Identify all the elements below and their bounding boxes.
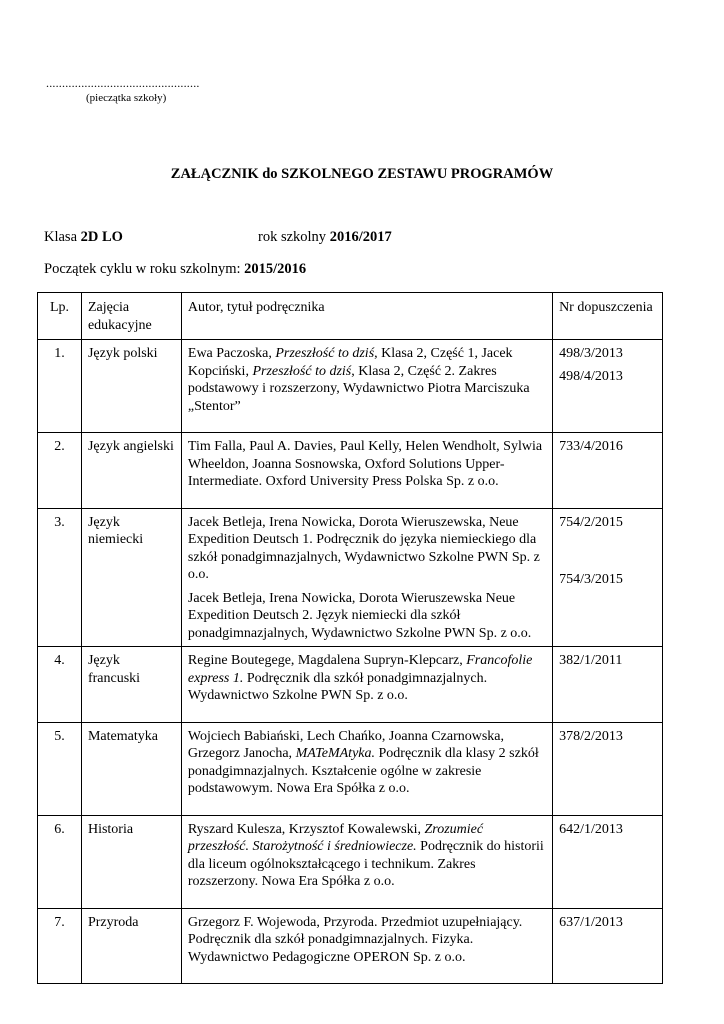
table-row bbox=[38, 340, 663, 433]
school-year-line bbox=[258, 229, 392, 246]
cycle-start-value: 2015/2016 bbox=[244, 261, 307, 277]
book-title-italic: Zrozumieć przeszłość. Starożytność i średniowiecze. bbox=[187, 821, 484, 854]
row-subject: Język niemiecki bbox=[81, 508, 181, 647]
approval-number: 498/4/2013 bbox=[559, 368, 623, 384]
book-text: Jacek Betleja, Irena Nowicka, Dorota Wieruszewska, Neue Expedition Deutsch 1. Podręcznik do języka niemieckiego dla szkół ponadgimnazjalnych, Wydawnictwo Szkolne PWN Sp. z o.o. bbox=[187, 514, 540, 582]
approval-number: 498/3/2013 bbox=[559, 346, 623, 361]
book-text: Regine Boutegege, Magdalena Supryn-Klepcarz, bbox=[187, 653, 467, 668]
table-row bbox=[38, 815, 663, 908]
row-book bbox=[181, 433, 552, 509]
book-text: Podręcznik dla szkół ponadgimnazjalnych. Wydawnictwo Szkolne PWN Sp. z o.o. bbox=[187, 670, 488, 703]
class-label: Klasa bbox=[44, 229, 81, 245]
stamp-label: (pieczątka szkoły) bbox=[86, 92, 167, 104]
cycle-start-line bbox=[44, 261, 306, 278]
row-book bbox=[181, 340, 552, 433]
table-row bbox=[38, 722, 663, 815]
row-book bbox=[181, 508, 552, 647]
row-lp: 4. bbox=[38, 647, 82, 723]
stamp-placeholder-dots: ................................................ bbox=[46, 76, 200, 90]
class-line bbox=[44, 229, 123, 246]
row-lp: 7. bbox=[38, 908, 82, 984]
table-row bbox=[38, 908, 663, 984]
approval-number: 754/3/2015 bbox=[559, 572, 623, 587]
book-text: Tim Falla, Paul A. Davies, Paul Kelly, Helen Wendholt, Sylwia Wheeldon, Joanna Sosnowska, Oxford Solutions Upper-Intermediate. Oxford University Press Polska Sp. z o.o. bbox=[187, 439, 543, 489]
textbook-table bbox=[37, 292, 663, 984]
row-approval-number: 378/2/2013 bbox=[553, 722, 663, 815]
row-approval-number bbox=[553, 508, 663, 647]
row-book bbox=[181, 647, 552, 723]
row-lp: 1. bbox=[38, 340, 82, 433]
row-approval-number: 382/1/2011 bbox=[553, 647, 663, 723]
row-subject: Język angielski bbox=[81, 433, 181, 509]
book-title-italic: Przeszłość to dziś bbox=[252, 363, 352, 379]
row-approval-number: 637/1/2013 bbox=[553, 908, 663, 984]
row-lp: 5. bbox=[38, 722, 82, 815]
book-text: Ewa Paczoska, bbox=[187, 346, 276, 361]
row-subject: Język francuski bbox=[81, 647, 181, 723]
header-approval-number: Nr dopuszczenia bbox=[553, 293, 663, 340]
row-subject: Matematyka bbox=[81, 722, 181, 815]
table-row bbox=[38, 433, 663, 509]
book-text: Grzegorz F. Wojewoda, Przyroda. Przedmiot uzupełniający. Podręcznik dla szkół ponadgimnazjalnych. Fizyka. Wydawnictwo Pedagogiczne OPERON Sp. z o.o. bbox=[187, 914, 523, 965]
table-row bbox=[38, 508, 663, 647]
row-subject: Przyroda bbox=[81, 908, 181, 984]
book-title-italic: Francofolie express 1. bbox=[187, 653, 533, 686]
row-lp: 6. bbox=[38, 815, 82, 908]
school-year-label: rok szkolny bbox=[258, 229, 330, 245]
book-title-italic: MATeMAtyka. bbox=[295, 746, 376, 761]
row-book bbox=[181, 815, 552, 908]
document-title: ZAŁĄCZNIK do SZKOLNEGO ZESTAWU PROGRAMÓW bbox=[170, 166, 554, 182]
row-approval-number: 733/4/2016 bbox=[553, 433, 663, 509]
book-text: Jacek Betleja, Irena Nowicka, Dorota Wieruszewska Neue Expedition Deutsch 2. Język niemiecki dla szkół ponadgimnazjalnych, Wydawnictwo Szkolne PWN Sp. z o.o. bbox=[187, 590, 532, 641]
row-lp: 3. bbox=[38, 508, 82, 647]
cycle-start-label: Początek cyklu w roku szkolnym: bbox=[44, 261, 245, 277]
header-lp: Lp. bbox=[38, 293, 82, 340]
row-book bbox=[181, 722, 552, 815]
school-year-value: 2016/2017 bbox=[329, 229, 392, 245]
header-subject: Zajęcia edukacyjne bbox=[81, 293, 181, 340]
book-text: Wojciech Babiański, Lech Chańko, Joanna Czarnowska, Grzegorz Janocha, bbox=[187, 728, 505, 761]
row-subject: Język polski bbox=[81, 340, 181, 433]
class-value: 2D LO bbox=[80, 229, 123, 245]
table-header-row bbox=[38, 293, 663, 340]
header-author-title: Autor, tytuł podręcznika bbox=[181, 293, 552, 340]
approval-number: 754/2/2015 bbox=[559, 514, 623, 530]
row-approval-number: 642/1/2013 bbox=[553, 815, 663, 908]
row-lp: 2. bbox=[38, 433, 82, 509]
book-text: Ryszard Kulesza, Krzysztof Kowalewski, bbox=[187, 821, 425, 837]
table-row bbox=[38, 647, 663, 723]
row-book bbox=[181, 908, 552, 984]
book-text: , Klasa 2, Część 2. Zakres podstawowy i rozszerzony, Wydawnictwo Piotra Marciszuka „Stentor” bbox=[187, 363, 530, 414]
book-text: , Klasa 2, Część 1, Jacek Kopciński, bbox=[187, 346, 513, 379]
row-subject: Historia bbox=[81, 815, 181, 908]
book-text: Podręcznik do historii dla liceum ogólnokształcącego i technikum. Zakres rozszerzony. Nowa Era Spółka z o.o. bbox=[187, 839, 544, 889]
book-title-italic: Przeszłość to dziś bbox=[275, 346, 375, 361]
book-text: Podręcznik dla klasy 2 szkół ponadgimnazjalnych. Kształcenie ogólne w zakresie podstawowym. Nowa Era Spółka z o.o. bbox=[187, 746, 539, 796]
row-approval-number bbox=[553, 340, 663, 433]
